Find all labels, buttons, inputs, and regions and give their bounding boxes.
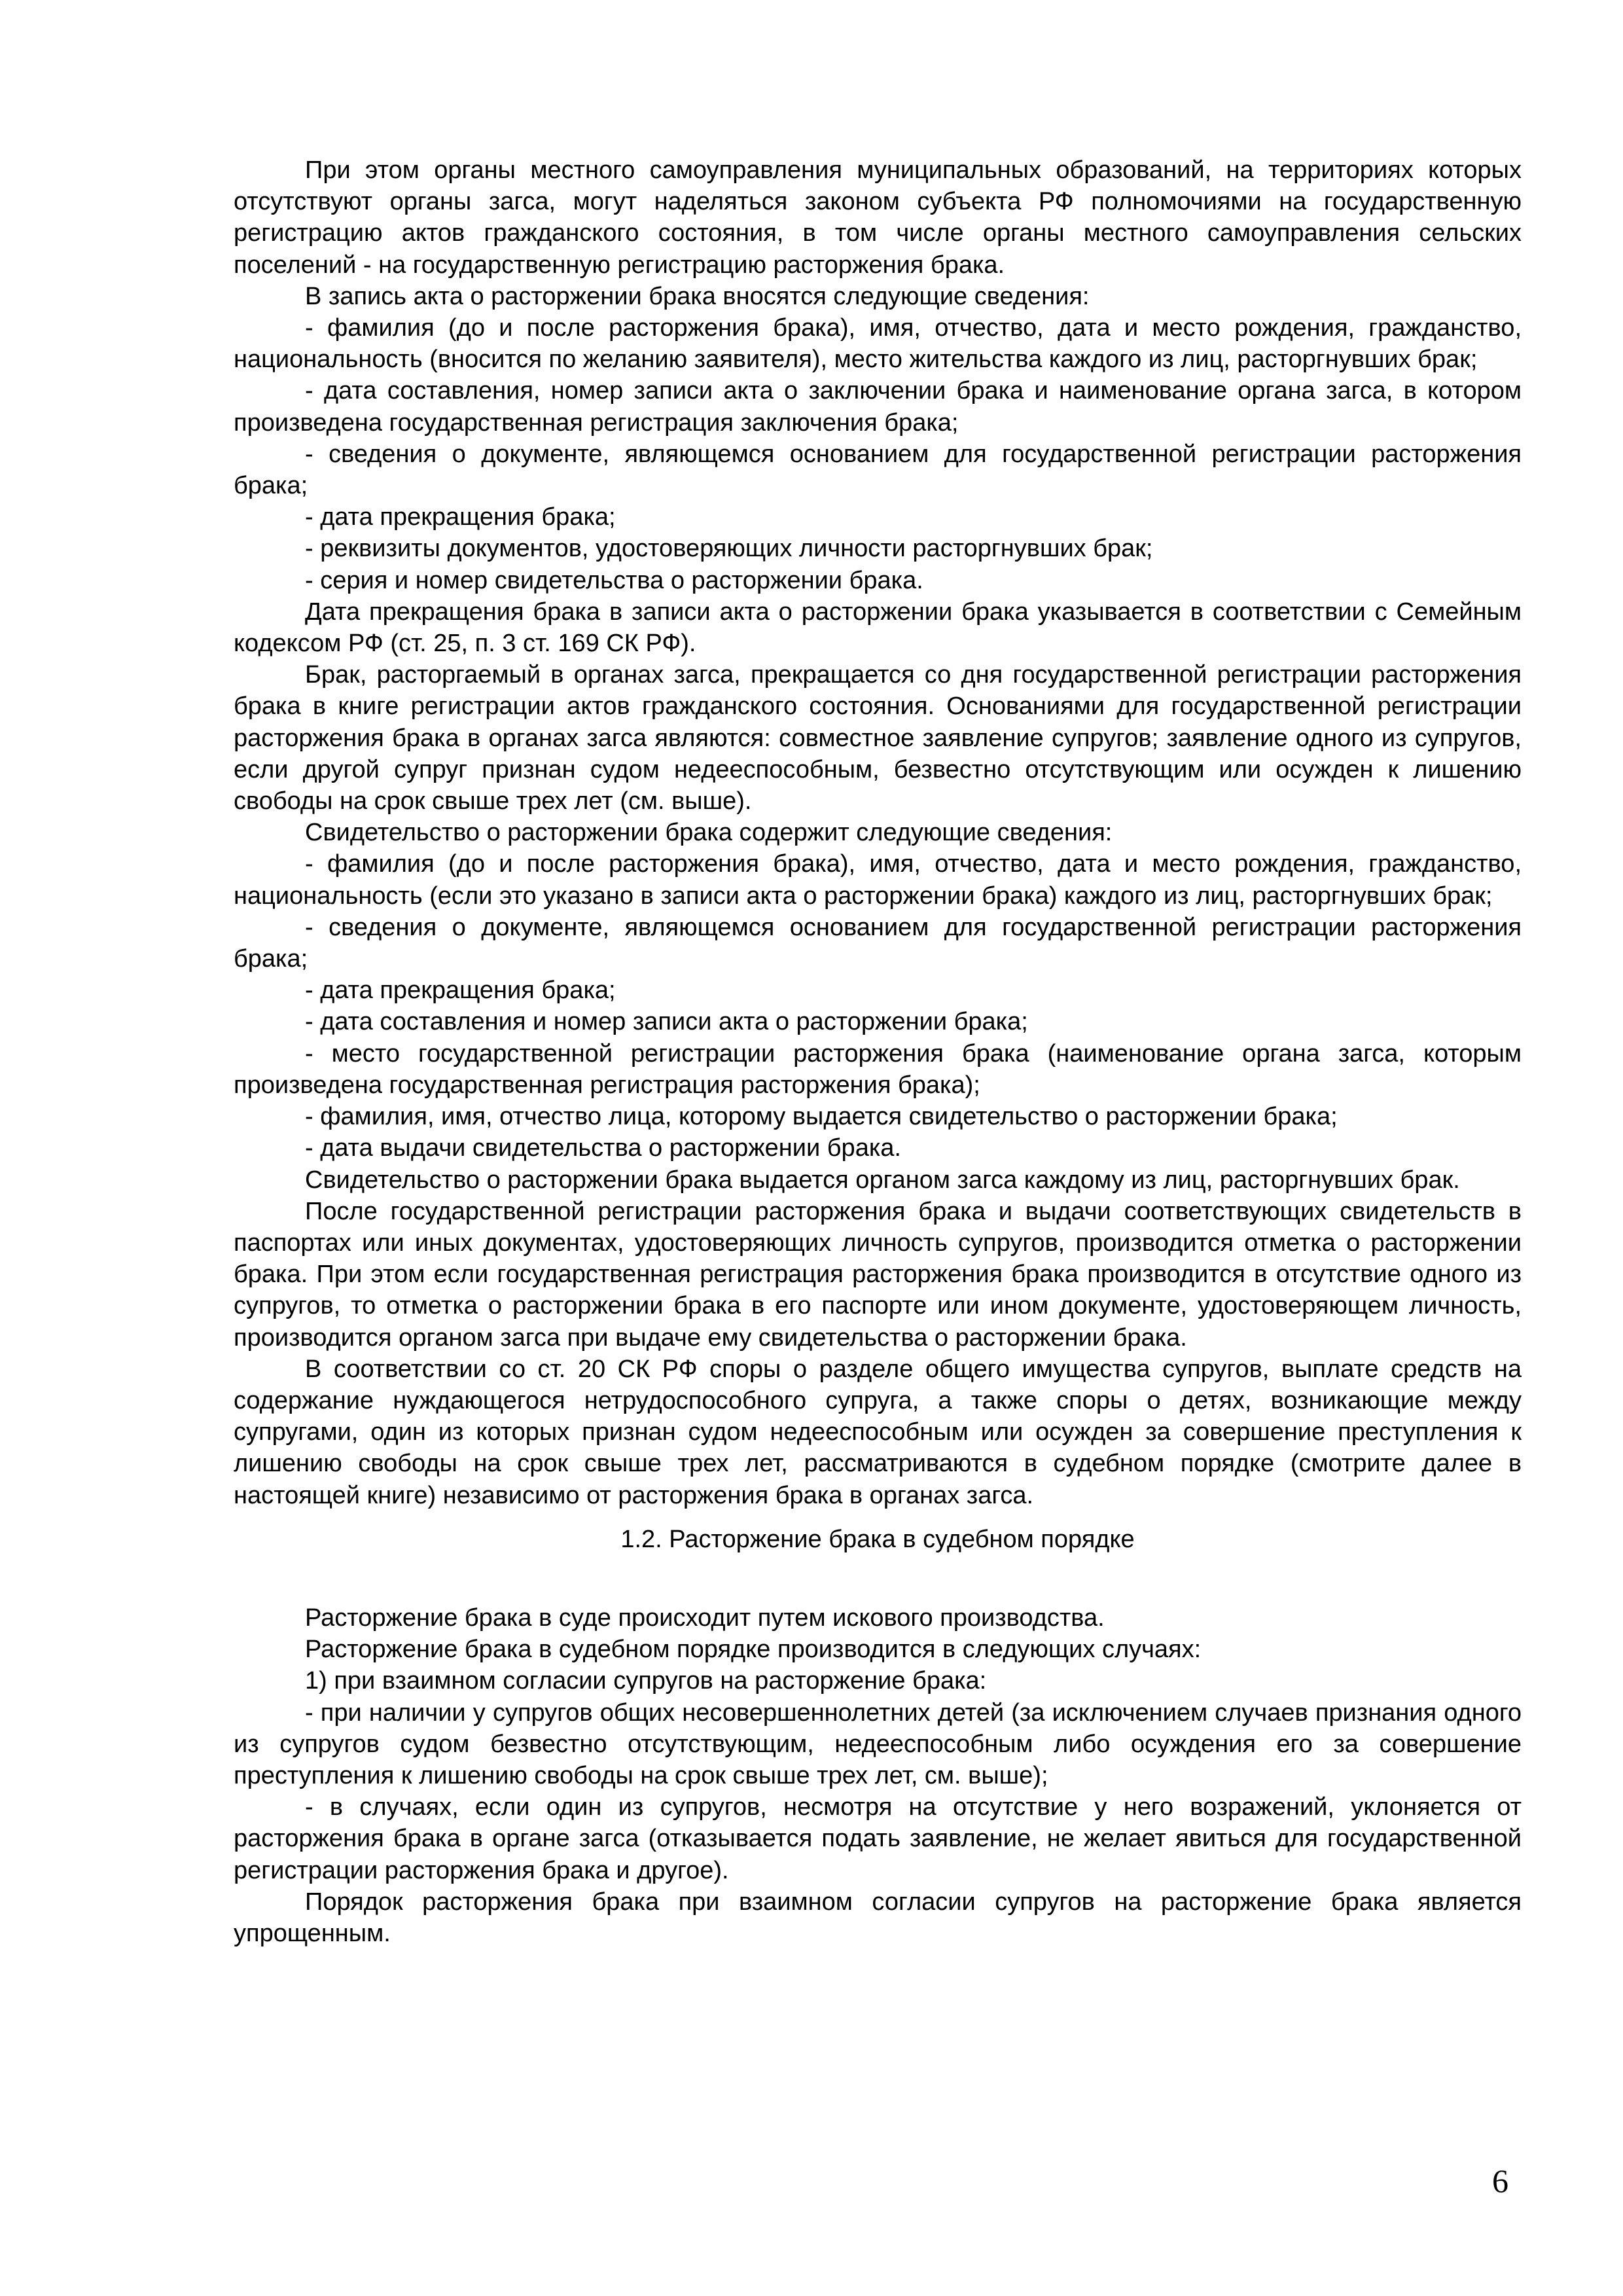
list-item: - дата прекращения брака; bbox=[305, 977, 616, 1005]
list-item: - фамилия (до и после расторжения брака), имя, отчество, дата и место рождения, гражданство, национальность (если это указано в записи акта о расторжении брака) каждого из лиц, расторгнувших брак; bbox=[234, 850, 1522, 910]
body-text bbox=[234, 154, 1522, 1949]
page-number: 6 bbox=[1492, 2162, 1508, 2199]
list-item: - при наличии у супругов общих несовершеннолетних детей (за исключением случаев признания одного из супругов судом безвестно отсутствующим, недееспособным либо осуждения его за совершение преступления к лишению свободы на срок свыше трех лет, см. выше); bbox=[234, 1698, 1522, 1789]
paragraph: Свидетельство о расторжении брака выдается органом загса каждому из лиц, расторгнувших брак. bbox=[305, 1166, 1460, 1194]
list-item: 1) при взаимном согласии супругов на расторжение брака: bbox=[305, 1667, 987, 1695]
list-item: - в случаях, если один из супругов, несмотря на отсутствие у него возражений, уклоняется от расторжения брака в органе загса (отказывается подать заявление, не желает явиться для государственной регистрации расторжения брака и другое). bbox=[234, 1793, 1522, 1884]
list-item: - дата составления, номер записи акта о заключении брака и наименование органа загса, в котором произведена государственная регистрация заключения брака; bbox=[234, 377, 1522, 437]
paragraph: В запись акта о расторжении брака вносятся следующие сведения: bbox=[305, 282, 1090, 310]
paragraph: Порядок расторжения брака при взаимном согласии супругов на расторжение брака является упрощенным. bbox=[234, 1888, 1522, 1947]
list-item: - дата прекращения брака; bbox=[305, 503, 616, 531]
paragraph: В соответствии со ст. 20 СК РФ споры о разделе общего имущества супругов, выплате средств на содержание нуждающегося нетрудоспособного супруга, а также споры о детях, возникающие между супругами, один из которых признан судом недееспособным или осужден за совершение преступления к лишению свободы на срок свыше трех лет, рассматриваются в судебном порядке (смотрите далее в настоящей книге) независимо от расторжения брака в органах загса. bbox=[234, 1355, 1522, 1509]
list-item: - сведения о документе, являющемся основанием для государственной регистрации расторжения брака; bbox=[234, 440, 1522, 500]
paragraph: Дата прекращения брака в записи акта о расторжении брака указывается в соответствии с Семейным кодексом РФ (ст. 25, п. 3 ст. 169 СК РФ). bbox=[234, 598, 1522, 658]
paragraph: Расторжение брака в суде происходит путем искового производства. bbox=[305, 1604, 1105, 1632]
list-item: - место государственной регистрации расторжения брака (наименование органа загса, которым произведена государственная регистрация расторжения брака); bbox=[234, 1039, 1522, 1099]
list-item: - дата составления и номер записи акта о расторжении брака; bbox=[305, 1008, 1028, 1036]
list-item: - фамилия (до и после расторжения брака), имя, отчество, дата и место рождения, гражданство, национальность (вносится по желанию заявителя), место жительства каждого из лиц, расторгнувших брак; bbox=[234, 314, 1522, 374]
paragraph: Свидетельство о расторжении брака содержит следующие сведения: bbox=[305, 819, 1113, 847]
list-item: - дата выдачи свидетельства о расторжении брака. bbox=[305, 1134, 901, 1162]
list-item: - серия и номер свидетельства о расторжении брака. bbox=[305, 566, 923, 594]
list-item: - сведения о документе, являющемся основанием для государственной регистрации расторжения брака; bbox=[234, 913, 1522, 973]
paragraph: Брак, расторгаемый в органах загса, прекращается со дня государственной регистрации расторжения брака в книге регистрации актов гражданского состояния. Основаниями для государственной регистрации расторжения брака в органах загса являются: совместное заявление супругов; заявление одного из супругов, если другой супруг признан судом недееспособным, безвестно отсутствующим или осужден к лишению свободы на срок свыше трех лет (см. выше). bbox=[234, 661, 1522, 816]
section-heading: 1.2. Расторжение брака в судебном порядке bbox=[620, 1525, 1135, 1553]
paragraph: Расторжение брака в судебном порядке производится в следующих случаях: bbox=[305, 1636, 1202, 1664]
paragraph: После государственной регистрации расторжения брака и выдачи соответствующих свидетельств в паспортах или иных документах, удостоверяющих личность супругов, производится отметка о расторжении брака. При этом если государственная регистрация расторжения брака производится в отсутствие одного из супругов, то отметка о расторжении брака в его паспорте или ином документе, удостоверяющем личность, производится органом загса при выдаче ему свидетельства о расторжении брака. bbox=[234, 1197, 1522, 1352]
paragraph: При этом органы местного самоуправления муниципальных образований, на территориях которых отсутствуют органы загса, могут наделяться законом субъекта РФ полномочиями на государственную регистрацию актов гражданского состояния, в том числе органы местного самоуправления сельских поселений - на государственную регистрацию расторжения брака. bbox=[234, 156, 1522, 279]
paragraphs-before bbox=[234, 154, 1522, 1511]
paragraphs-after bbox=[234, 1602, 1522, 1949]
list-item: - фамилия, имя, отчество лица, которому выдается свидетельство о расторжении брака; bbox=[305, 1103, 1338, 1131]
list-item: - реквизиты документов, удостоверяющих личности расторгнувших брак; bbox=[305, 535, 1153, 563]
